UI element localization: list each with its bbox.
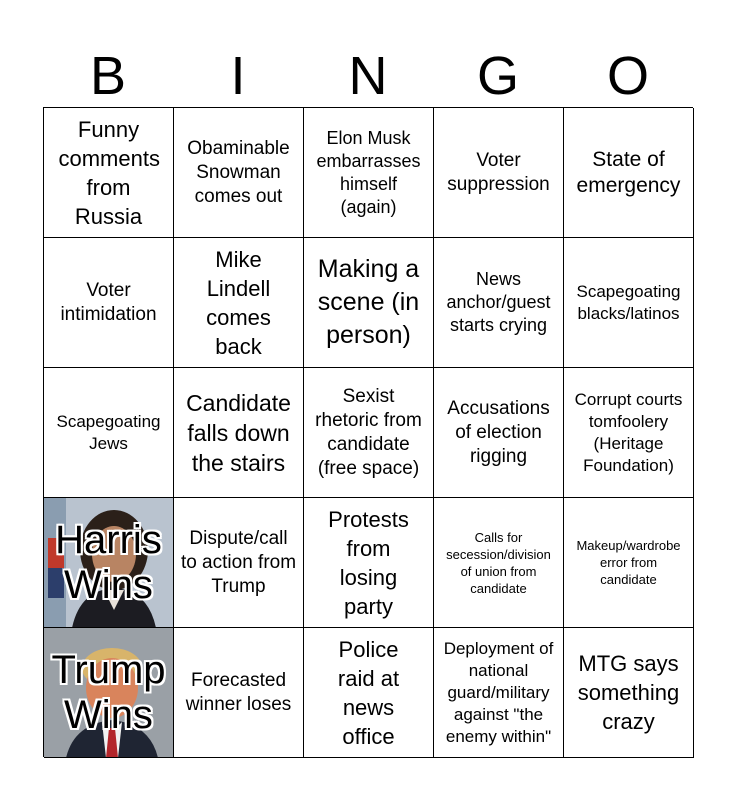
cell-text: Makeup/wardrobe error from candidate	[576, 538, 681, 587]
cell-text: Trump Wins	[51, 647, 166, 737]
cell-text: Corrupt courts tomfoolery (Heritage Foundation)	[574, 389, 683, 475]
header-letter-o: O	[606, 46, 649, 106]
cell-text: Forecasted winner loses	[185, 669, 292, 715]
bingo-cell[interactable]	[174, 628, 304, 758]
bingo-cell[interactable]	[304, 498, 434, 628]
cell-text: Accusations of election rigging	[447, 397, 550, 467]
cell-text: Calls for secession/division of union from candidate	[446, 529, 551, 596]
bingo-header	[43, 44, 693, 108]
bingo-cell[interactable]	[304, 108, 434, 238]
bingo-cell[interactable]	[304, 238, 434, 368]
bingo-cell[interactable]	[174, 368, 304, 498]
cell-text: Voter intimidation	[60, 279, 157, 325]
bingo-cell[interactable]	[174, 108, 304, 238]
bingo-cell[interactable]	[564, 498, 694, 628]
bingo-cell[interactable]	[434, 238, 564, 368]
bingo-board	[43, 107, 693, 757]
cell-text: State of emergency	[576, 147, 681, 197]
cell-text: Police raid at news office	[337, 636, 400, 749]
cell-text: News anchor/guest starts crying	[446, 269, 551, 335]
cell-text: Mike Lindell comes back	[206, 246, 271, 359]
cell-text: Harris Wins	[55, 517, 162, 607]
bingo-cell[interactable]	[304, 368, 434, 498]
cell-text: Candidate falls down the stairs	[186, 389, 291, 476]
bingo-cell[interactable]	[434, 108, 564, 238]
bingo-cell-photo[interactable]	[44, 498, 174, 628]
bingo-cell[interactable]	[564, 108, 694, 238]
bingo-cell[interactable]	[564, 238, 694, 368]
header-letter-g: G	[476, 46, 519, 106]
cell-text: Deployment of national guard/military against "the enemy within"	[443, 638, 554, 746]
header-letter-i: I	[230, 46, 246, 106]
cell-text: Protests from losing party	[328, 506, 409, 619]
cell-text: Making a scene (in person)	[317, 255, 420, 349]
cell-text: Obaminable Snowman comes out	[187, 137, 290, 207]
cell-text: Voter suppression	[447, 149, 550, 195]
cell-text: Sexist rhetoric from candidate (free space)	[315, 385, 422, 479]
cell-text: MTG says something crazy	[577, 651, 680, 734]
bingo-cell[interactable]	[564, 368, 694, 498]
bingo-cell[interactable]	[44, 108, 174, 238]
cell-text: Dispute/call to action from Trump	[180, 527, 297, 597]
bingo-cell-photo[interactable]	[44, 628, 174, 758]
header-letter-b: B	[89, 46, 127, 106]
cell-text: Scapegoating Jews	[56, 411, 161, 453]
bingo-cell[interactable]	[44, 238, 174, 368]
header-letter-n: N	[348, 46, 388, 106]
bingo-cell[interactable]	[304, 628, 434, 758]
bingo-cell[interactable]	[434, 368, 564, 498]
cell-text: Elon Musk embarrasses himself (again)	[316, 127, 421, 217]
bingo-cell[interactable]	[564, 628, 694, 758]
bingo-cell[interactable]	[174, 498, 304, 628]
bingo-cell[interactable]	[434, 498, 564, 628]
bingo-cell[interactable]	[174, 238, 304, 368]
bingo-cell[interactable]	[44, 368, 174, 498]
cell-text: Scapegoating blacks/latinos	[576, 281, 681, 323]
cell-text: Funny comments from Russia	[58, 116, 160, 229]
bingo-cell[interactable]	[434, 628, 564, 758]
